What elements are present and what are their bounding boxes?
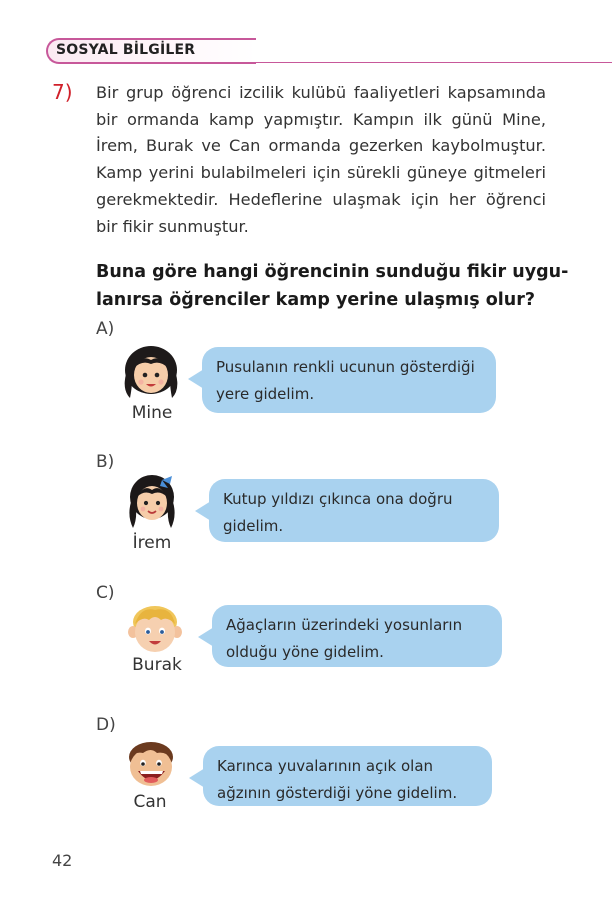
bubble-line: gidelim.	[223, 517, 284, 535]
question-prompt	[96, 258, 569, 314]
bubble-line: olduğu yöne gidelim.	[226, 643, 384, 661]
option-c-label[interactable]: C)	[96, 583, 115, 603]
bubble-line: Pusulanın renkli ucunun gösterdiği	[216, 358, 475, 376]
question-line: İrem, Burak ve Can ormanda gezerken kaybolmuştur.	[96, 136, 546, 156]
student-name-irem: İrem	[132, 533, 172, 553]
question-line: Bir grup öğrenci izcilik kulübü faaliyetleri kapsamında	[96, 83, 546, 102]
student-name-can: Can	[133, 792, 167, 812]
speech-bubble-b[interactable]	[209, 479, 499, 542]
subject-header-label: SOSYAL BİLGİLER	[56, 42, 196, 58]
speech-bubble-d[interactable]	[203, 746, 492, 806]
question-line: gerekmektedir. Hedeflerine ulaşmak için her öğrenci	[96, 189, 546, 209]
bubble-tail	[188, 369, 204, 389]
bubble-tail	[195, 501, 211, 521]
header-divider	[256, 62, 612, 63]
page-number: 42	[52, 851, 73, 870]
speech-bubble-a[interactable]	[202, 347, 496, 413]
bubble-line: ağzının gösterdiği yöne gidelim.	[217, 784, 458, 802]
bubble-line: Kutup yıldızı çıkınca ona doğru	[223, 490, 453, 508]
boy-avatar-can-icon	[121, 739, 183, 791]
question-line: Kamp yerini bulabilmeleri için sürekli güneye gitmeleri	[96, 163, 546, 183]
student-name-burak: Burak	[132, 655, 182, 675]
speech-bubble-c[interactable]	[212, 605, 502, 667]
bubble-line: Karınca yuvalarının açık olan	[217, 757, 434, 775]
option-a-label[interactable]: A)	[96, 319, 115, 339]
bubble-tail	[189, 768, 205, 788]
girl-avatar-irem-icon	[124, 472, 180, 532]
question-text	[96, 80, 546, 240]
prompt-line: lanırsa öğrenciler kamp yerine ulaşmış olur?	[96, 290, 535, 310]
bubble-line: yere gidelim.	[216, 385, 315, 403]
boy-avatar-burak-icon	[127, 602, 183, 656]
option-b-label[interactable]: B)	[96, 452, 115, 472]
option-d-label[interactable]: D)	[96, 715, 116, 735]
question-line: bir ormanda kamp yapmıştır. Kampın ilk günü Mine,	[96, 109, 546, 129]
question-line: bir fikir sunmuştur.	[96, 216, 249, 236]
prompt-line: Buna göre hangi öğrencinin sunduğu fikir uygu-	[96, 262, 569, 282]
girl-avatar-mine-icon	[120, 344, 182, 402]
student-name-mine: Mine	[131, 403, 173, 423]
bubble-line: Ağaçların üzerindeki yosunların	[226, 616, 463, 634]
question-number: 7)	[52, 80, 73, 104]
bubble-tail	[198, 627, 214, 647]
